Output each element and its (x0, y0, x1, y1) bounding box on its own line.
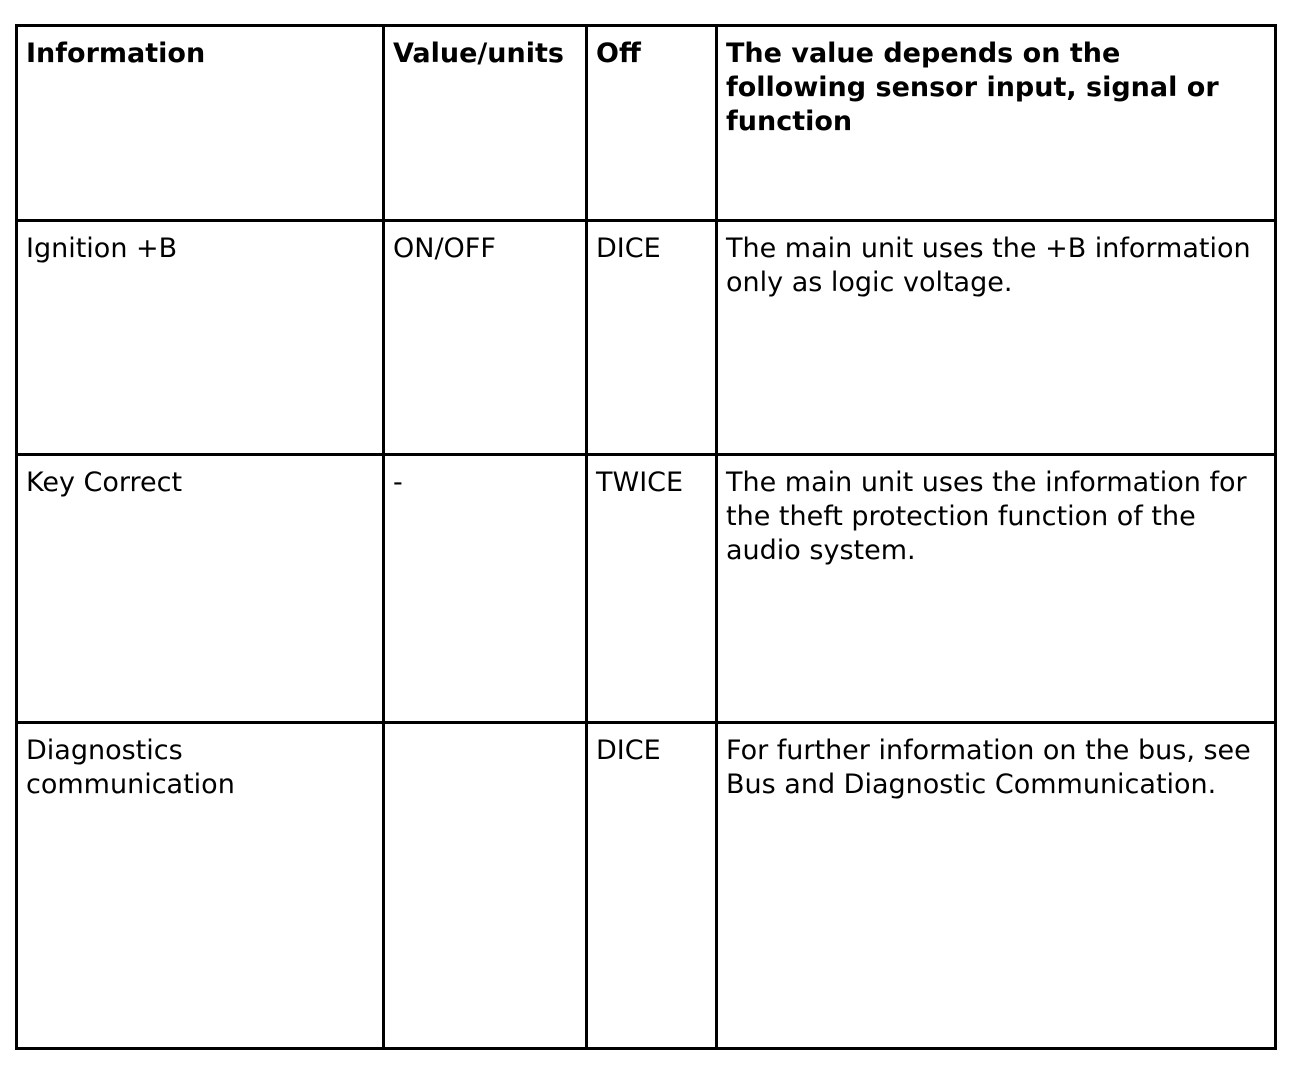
cell-information: Diagnostics communication (17, 723, 384, 1049)
cell-value-units: - (384, 455, 587, 723)
cell-value-units (384, 723, 587, 1049)
header-value-units: Value/units (384, 26, 587, 221)
header-information: Information (17, 26, 384, 221)
cell-description: For further information on the bus, see Bus and Diagnostic Communication. (717, 723, 1276, 1049)
info-table (15, 24, 1277, 1050)
cell-description: The main unit uses the +B information only as logic voltage. (717, 221, 1276, 455)
header-off: Off (587, 26, 717, 221)
cell-off: DICE (587, 723, 717, 1049)
table-header-row (17, 26, 1276, 221)
cell-description: The main unit uses the information for the theft protection function of the audio system. (717, 455, 1276, 723)
cell-information: Ignition +B (17, 221, 384, 455)
table-row (17, 221, 1276, 455)
cell-off: DICE (587, 221, 717, 455)
cell-off: TWICE (587, 455, 717, 723)
table-row (17, 723, 1276, 1049)
table-row (17, 455, 1276, 723)
cell-value-units: ON/OFF (384, 221, 587, 455)
header-dependency: The value depends on the following sensor input, signal or function (717, 26, 1276, 221)
cell-information: Key Correct (17, 455, 384, 723)
